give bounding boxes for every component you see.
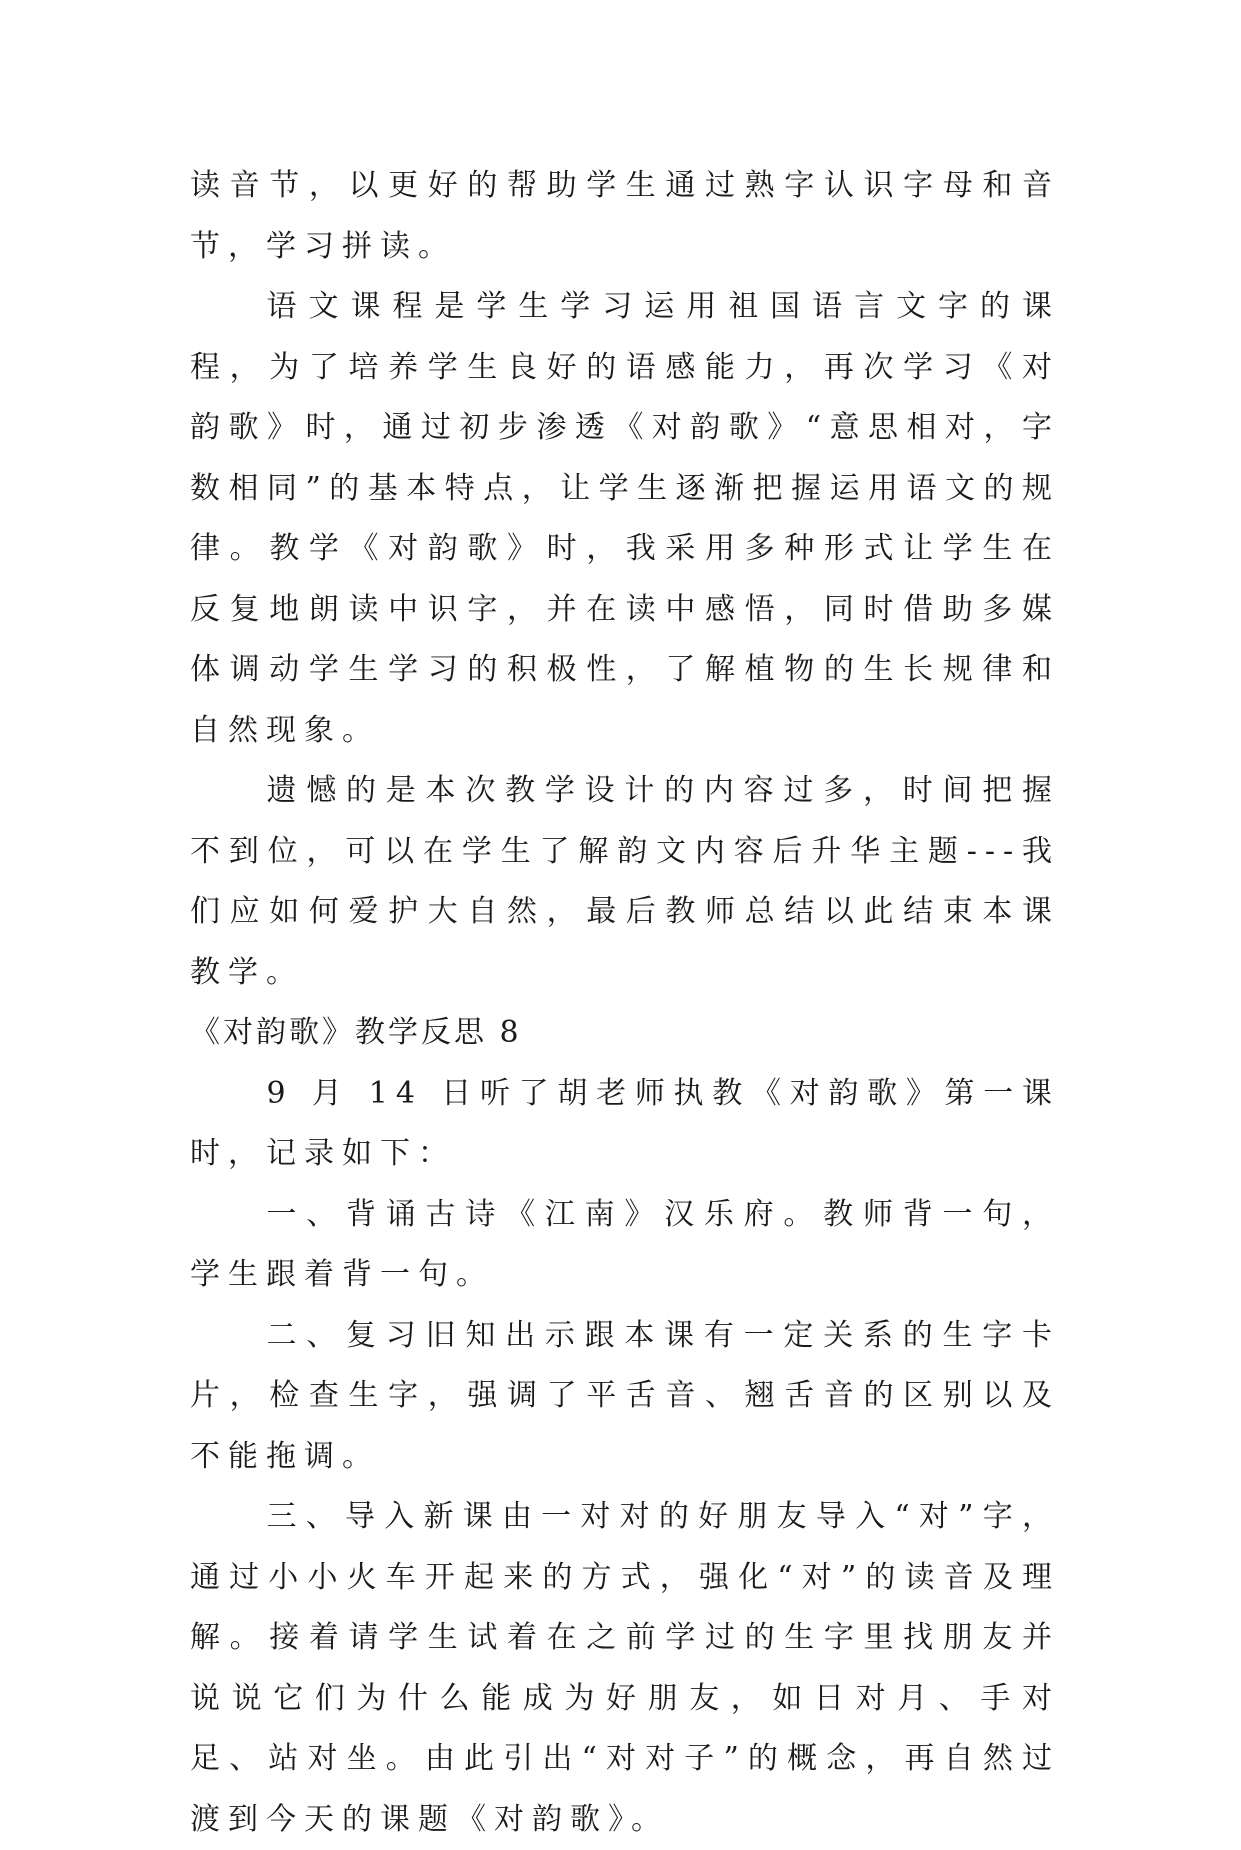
document-body <box>190 156 1060 1850</box>
paragraph-course-goal: 语文课程是学生学习运用祖国语言文字的课程，为了培养学生良好的语感能力，再次学习《对韵歌》时，通过初步渗透《对韵歌》“意思相对，字数相同”的基本特点，让学生逐渐把握运用语文的规律。教学《对韵歌》时，我采用多种形式让学生在反复地朗读中识字，并在读中感悟，同时借助多媒体调动学生学习的积极性，了解植物的生长规律和自然现象。 <box>190 289 1060 748</box>
section-heading: 《对韵歌》教学反思 8 <box>190 1015 522 1050</box>
paragraph-regret: 遗憾的是本次教学设计的内容过多，时间把握不到位，可以在学生了解韵文内容后升华主题---我们应如何爱护大自然，最后教师总结以此结束本课教学。 <box>190 773 1060 990</box>
paragraph-step-one: 一、背诵古诗《江南》汉乐府。教师背一句，学生跟着背一句。 <box>190 1196 1060 1292</box>
paragraph-lesson-record: 9 月 14 日听了胡老师执教《对韵歌》第一课时，记录如下： <box>190 1075 1060 1171</box>
paragraph-step-two: 二、复习旧知出示跟本课有一定关系的生字卡片，检查生字，强调了平舌音、翘舌音的区别以及不能拖调。 <box>190 1317 1060 1474</box>
paragraph-step-three: 三、导入新课由一对对的好朋友导入“对”字，通过小小火车开起来的方式，强化“对”的读音及理解。接着请学生试着在之前学过的生字里找朋友并说说它们为什么能成为好朋友，如日对月、手对足、站对坐。由此引出“对对子”的概念，再自然过渡到今天的课题《对韵歌》。 <box>190 1499 1060 1837</box>
paragraph-continuation: 读音节，以更好的帮助学生通过熟字认识字母和音节，学习拼读。 <box>190 168 1060 264</box>
